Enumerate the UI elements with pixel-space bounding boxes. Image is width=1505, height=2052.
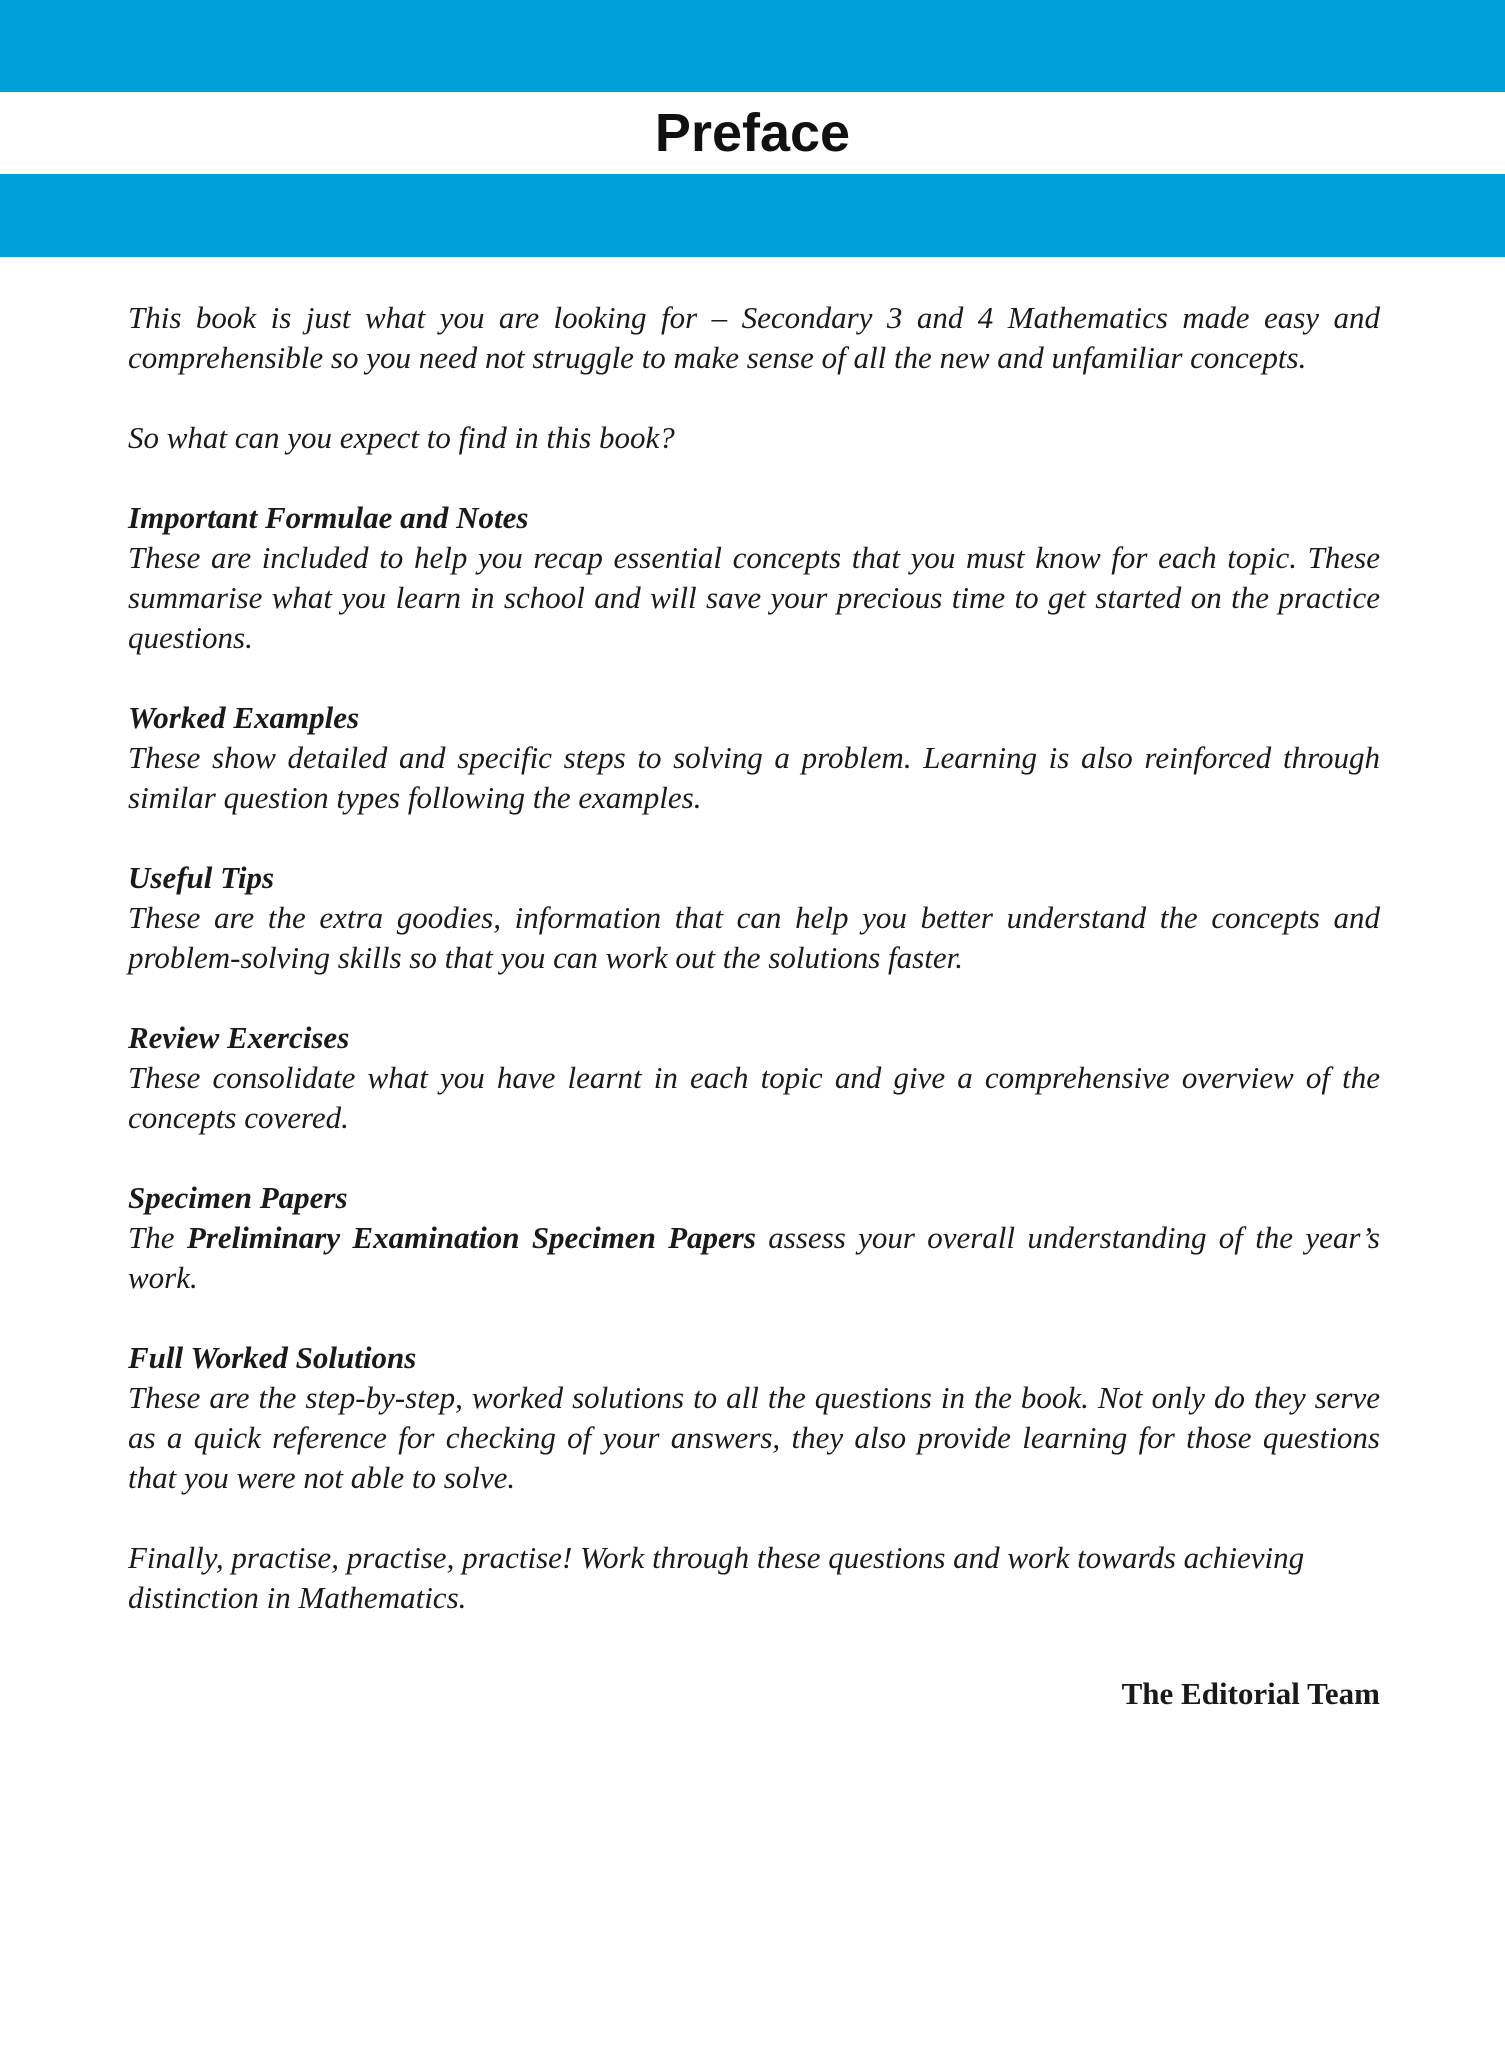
intro-paragraph: This book is just what you are looking for – Secondary 3 and 4 Mathematics made easy and comprehensible so you need not struggle to make sense of all the new and unfamiliar concepts. — [128, 300, 1380, 375]
page-title: Preface — [654, 103, 851, 163]
section-body: These are the extra goodies, information that can help you better understand the concepts and problem-solving skills so that you can work out the solutions faster. — [128, 900, 1380, 975]
section-important-formulae — [128, 498, 1380, 658]
section-worked-examples — [128, 698, 1380, 818]
section-full-worked-solutions — [128, 1338, 1380, 1498]
section-useful-tips — [128, 858, 1380, 978]
section-body: These consolidate what you have learnt in each topic and give a comprehensive overview of the concepts covered. — [128, 1060, 1380, 1135]
section-body: These show detailed and specific steps to solving a problem. Learning is also reinforced through similar question types following the examples. — [128, 740, 1380, 815]
top-color-band — [0, 0, 1505, 92]
section-heading: Full Worked Solutions — [128, 1340, 417, 1375]
section-body — [128, 1218, 1380, 1298]
section-body: These are included to help you recap essential concepts that you must know for each topic. These summarise what you learn in school and will save your precious time to get started on the practice questions. — [128, 540, 1380, 655]
section-heading: Specimen Papers — [128, 1180, 348, 1215]
section-heading: Useful Tips — [128, 860, 275, 895]
section-heading: Important Formulae and Notes — [128, 500, 529, 535]
section-body-bold: Preliminary Examination Specimen Papers — [186, 1220, 756, 1255]
section-specimen-papers — [128, 1178, 1380, 1298]
section-heading: Worked Examples — [128, 700, 360, 735]
intro-question: So what can you expect to find in this book? — [128, 420, 675, 455]
bottom-color-band — [0, 174, 1505, 257]
section-body-suffix: assess your overall understanding of the year’s work. — [128, 1220, 1380, 1295]
preface-body — [128, 298, 1380, 1714]
signature: The Editorial Team — [1121, 1676, 1380, 1711]
closing-paragraph: Finally, practise, practise, practise! Work through these questions and work towards achieving distinction in Mathematics. — [128, 1540, 1305, 1615]
section-body: These are the step-by-step, worked solutions to all the questions in the book. Not only do they serve as a quick reference for checking of your answers, they also provide learning for those questions that you were not able to solve. — [128, 1380, 1380, 1495]
section-review-exercises — [128, 1018, 1380, 1138]
section-body-prefix: The — [128, 1220, 187, 1255]
section-heading: Review Exercises — [128, 1020, 350, 1055]
